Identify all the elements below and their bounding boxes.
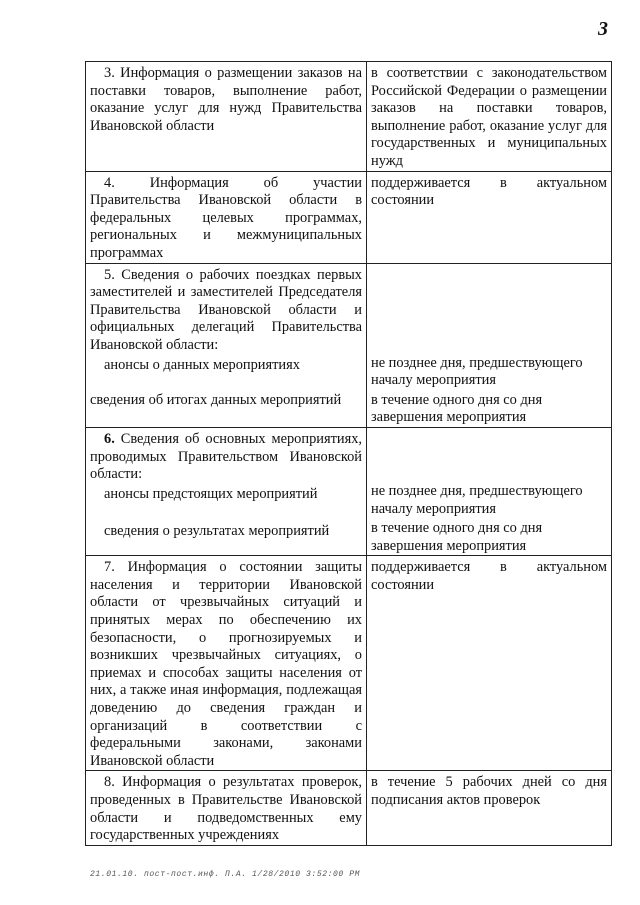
sub-item-text: анонсы о данных мероприятиях (104, 356, 300, 373)
table-cell-item (86, 62, 367, 172)
table-row (86, 62, 612, 172)
table-row (86, 171, 612, 263)
information-table (85, 61, 612, 846)
item-number: 6. (104, 430, 115, 447)
item-text: 8. Информация о результатах проверок, проведенных в Правительстве Ивановской области и подведомственных ему государственных учреждениях (90, 774, 362, 844)
item-text: 6. Сведения об основных мероприятиях, проводимых Правительством Ивановской области: (90, 430, 362, 483)
term-text: не позднее дня, предшествующего началу мероприятия (371, 482, 583, 517)
table-row (86, 427, 612, 555)
table-cell-term (367, 427, 612, 555)
item-text: 4. Информация об участии Правительства Ивановской области в федеральных целевых программах, региональных и межмуниципальных программах (90, 174, 362, 261)
sub-item-text: сведения об итогах данных мероприятий (90, 392, 342, 409)
sub-item-text: анонсы предстоящих мероприятий (104, 485, 318, 502)
item-text: 5. Сведения о рабочих поездках первых заместителей и заместителей Председателя Правительства Ивановской области и официальных делегаций Правительства Ивановской области: (90, 266, 362, 353)
table-cell-item (86, 171, 367, 263)
term-text: в течение одного дня со дня завершения мероприятия (371, 391, 543, 426)
table-cell-term (367, 263, 612, 427)
table-cell-item (86, 263, 367, 427)
term-text: поддерживается в актуальном состоянии (371, 174, 607, 209)
table-row (86, 556, 612, 771)
sub-item-text: сведения о результатах мероприятий (104, 523, 330, 540)
table-cell-term (367, 556, 612, 771)
item-text: 7. Информация о состоянии защиты населения и территории Ивановской области от чрезвычайных ситуаций и принятых мерах по обеспечению их безопасности, о прогнозируемых и возникших чрезвычайных ситуациях, о приемах и способах защиты населения от них, а также иная информация, подлежащая доведению до сведения граждан и организаций в соответствии с федеральными законами, законами Ивановской области (90, 559, 362, 769)
term-text: в соответствии с законодательством Российской Федерации о размещении заказов на поставки товаров, выполнение работ, оказание услуг для государственных и муниципальных нужд (371, 65, 607, 169)
table-cell-item (86, 771, 367, 845)
term-text: не позднее дня, предшествующего началу мероприятия (371, 354, 583, 389)
table-row (86, 263, 612, 427)
table-cell-term (367, 171, 612, 263)
document-footer: 21.01.10. пост-пост.инф. П.А. 1/28/2010 3:52:00 PM (90, 870, 361, 879)
page-number: 3 (598, 18, 608, 40)
table-cell-term (367, 62, 612, 172)
term-text: в течение 5 рабочих дней со дня подписания актов проверок (371, 774, 607, 808)
item-text: 3. Информация о размещении заказов на поставки товаров, выполнение работ, оказание услуг для нужд Правительства Ивановской области (90, 65, 362, 134)
table-cell-item (86, 427, 367, 555)
table-row (86, 771, 612, 845)
term-text: в течение одного дня со дня завершения мероприятия (371, 520, 543, 554)
table-cell-term (367, 771, 612, 845)
table-cell-item (86, 556, 367, 771)
term-text: поддерживается в актуальном состоянии (371, 559, 607, 593)
